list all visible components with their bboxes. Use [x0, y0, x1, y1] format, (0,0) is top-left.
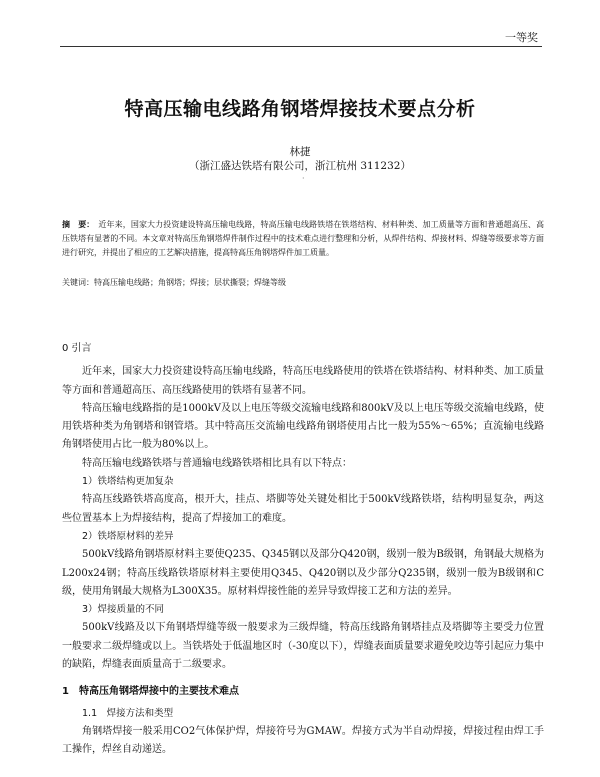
abstract-text: 近年来，国家大力投资建设特高压输电线路，特高压输电线路铁塔在铁塔结构、材料种类、加工质量等方面和普通超高压、高压铁塔有显著的不同。本文章对特高压角钢塔焊件制作过程中的技术难点进行整理和分析，从焊件结构、焊接材料、焊缝等级要求等方面进行研究，并提出了相应的工艺解决措施，提高特高压角钢塔焊件加工质量。	[62, 220, 545, 257]
abstract	[62, 218, 544, 260]
paragraph: 角钢塔焊接一般采用CO2气体保护焊，焊接符号为GMAW。焊接方式为半自动焊接，焊接过程由焊工手工操作，焊丝自动递送。	[62, 725, 544, 756]
section-tag: 一等奖	[505, 31, 538, 44]
list-heading: 2）铁塔原材料的差异	[82, 530, 174, 542]
paper-title: 特高压输电线路角钢塔焊接技术要点分析	[124, 98, 476, 120]
paper-affiliation: （浙江盛达铁塔有限公司，浙江杭州 311232）	[189, 160, 411, 172]
paragraph: 特高压输电线路铁塔与普通输电线路铁塔相比具有以下特点：	[82, 457, 352, 469]
list-heading: 1）铁塔结构更加复杂	[82, 476, 174, 488]
section-heading: 1 特高压角钢塔焊接中的主要技术难点	[62, 686, 239, 698]
paper-body	[62, 340, 544, 760]
subsection-heading: 1.1 焊接方法和类型	[82, 707, 174, 719]
separator-dot: ·	[302, 174, 305, 183]
paragraph: 特高压线路铁塔高度高，根开大，挂点、塔脚等处关键处相比于500kV线路铁塔，结构明显复杂，两这些位置基本上为焊接结构，提高了焊接加工的难度。	[62, 494, 544, 524]
paper-author: 林捷	[289, 146, 311, 158]
paragraph: 特高压输电线路指的是1000kV及以上电压等级交流输电线路和800kV及以上电压等级交流输电线路，使用铁塔种类为角钢塔和钢管塔。其中特高压交流输电线路角钢塔使用占比一般为55%～65%；直流输电线路角钢塔使用占比一般为80%以上。	[62, 402, 544, 451]
section-heading: 0 引言	[62, 343, 92, 354]
header-rule	[60, 46, 542, 47]
list-heading: 3）焊接质量的不同	[82, 604, 165, 616]
keywords-label: 关键词：	[62, 278, 94, 287]
paragraph: 近年来，国家大力投资建设特高压输电线路，特高压电线路使用的铁塔在铁塔结构、材料种类、加工质量等方面和普通超高压、高压线路使用的铁塔有显著不同。	[62, 366, 544, 396]
keywords-text: 特高压输电线路；角钢塔；焊接；层状撕裂；焊缝等级	[94, 278, 286, 287]
paragraph: 500kV线路及以下角钢塔焊缝等级一般要求为三级焊缝，特高压线路角钢塔挂点及塔脚等主要受力位置一般要求二级焊缝或以上。当铁塔处于低温地区时（-30度以下），焊缝表面质量要求避免咬边等引起应力集中的缺陷，焊缝表面质量高于二级要求。	[62, 622, 544, 671]
keywords	[62, 276, 544, 290]
paragraph: 500kV线路角钢塔原材料主要使Q235、Q345钢以及部分Q420钢，级别一般为B级钢，角钢最大规格为L200x24钢；特高压线路铁塔原材料主要使用Q345、Q420钢以及少部分Q235钢，级别一般为B级钢和C级，使用角钢最大规格为L300X35。原材料焊接性能的差异导致焊接工艺和方法的差异。	[62, 549, 544, 597]
abstract-label: 摘 要：	[62, 220, 95, 229]
